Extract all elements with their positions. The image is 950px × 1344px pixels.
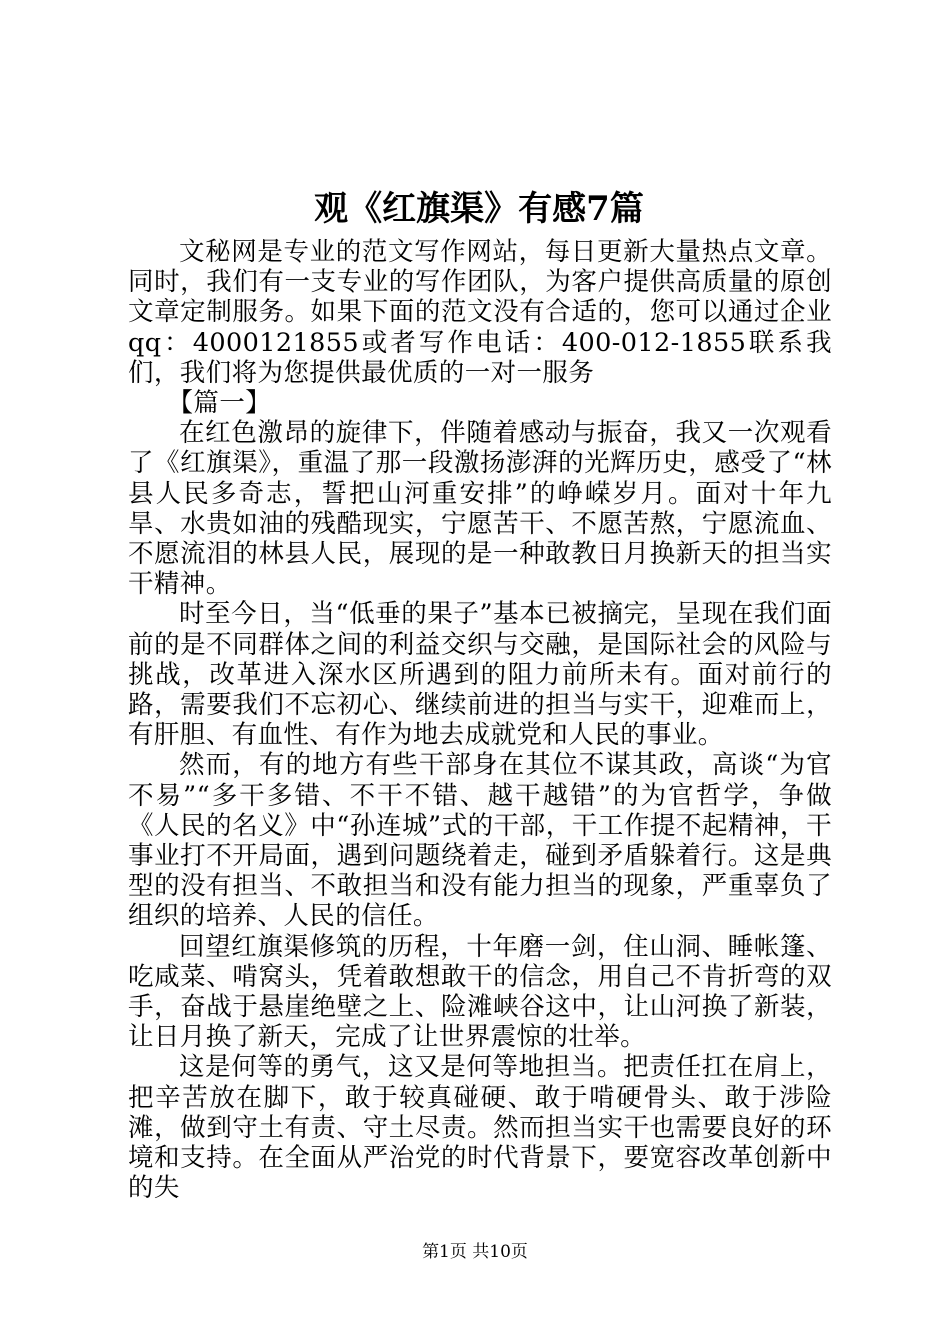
section-label: 【篇一】 (167, 388, 272, 419)
intro-paragraph: 文秘网是专业的范文写作网站，每日更新大量热点文章。同时，我们有一支专业的写作团队，为客户提供高质量的原创文章定制服务。如果下面的范文没有合适的，您可以通过企业qq：4000121855或者写作电话：400-012-1855联系我们，我们将为您提供最优质的一对一服务 (128, 237, 832, 388)
body-paragraph-2: 时至今日，当“低垂的果子”基本已被摘完，呈现在我们面前的是不同群体之间的利益交织与交融，是国际社会的风险与挑战，改革进入深水区所遇到的阻力前所未有。面对前行的路，需要我们不忘初心、继续前进的担当与实干，迎难而上，有肝胆、有血性、有作为地去成就党和人民的事业。 (128, 599, 832, 751)
body-paragraph-3: 然而，有的地方有些干部身在其位不谋其政，高谈“为官不易”“多干多错、不干不错、越干越错”的为官哲学，争做《人民的名义》中“孙连城”式的干部，干工作提不起精神，干事业打不开局面，遇到问题绕着走，碰到矛盾躲着行。这是典型的没有担当、不敢担当和没有能力担当的现象，严重辜负了组织的培养、人民的信任。 (128, 750, 832, 932)
body-paragraph-5: 这是何等的勇气，这又是何等地担当。把责任扛在肩上，把辛苦放在脚下，敢于较真碰硬、敢于啃硬骨头、敢于涉险滩，做到守土有责、守土尽责。然而担当实干也需要良好的环境和支持。在全面从严治党的时代背景下，要宽容改革创新中的失 (128, 1052, 832, 1204)
body-paragraph-4: 回望红旗渠修筑的历程，十年磨一剑，住山洞、睡帐篷、吃咸菜、啃窝头，凭着敢想敢干的信念，用自己不肯折弯的双手，奋战于悬崖绝壁之上、险滩峡谷这中，让山河换了新装，让日月换了新天，完成了让世界震惊的壮举。 (128, 931, 832, 1053)
document-body (128, 237, 832, 1204)
document-title: 观《红旗渠》有感7篇 (314, 189, 644, 229)
body-paragraph-1: 在红色激昂的旋律下，伴随着感动与振奋，我又一次观看了《红旗渠》，重温了那一段激扬澎湃的光辉历史，感受了“林县人民多奇志，誓把山河重安排”的峥嵘岁月。面对十年九旱、水贵如油的残酷现实，宁愿苦干、不愿苦熬，宁愿流血、不愿流泪的林县人民，展现的是一种敢教日月换新天的担当实干精神。 (128, 418, 832, 600)
page-footer: 第1页 共10页 (422, 1242, 528, 1262)
